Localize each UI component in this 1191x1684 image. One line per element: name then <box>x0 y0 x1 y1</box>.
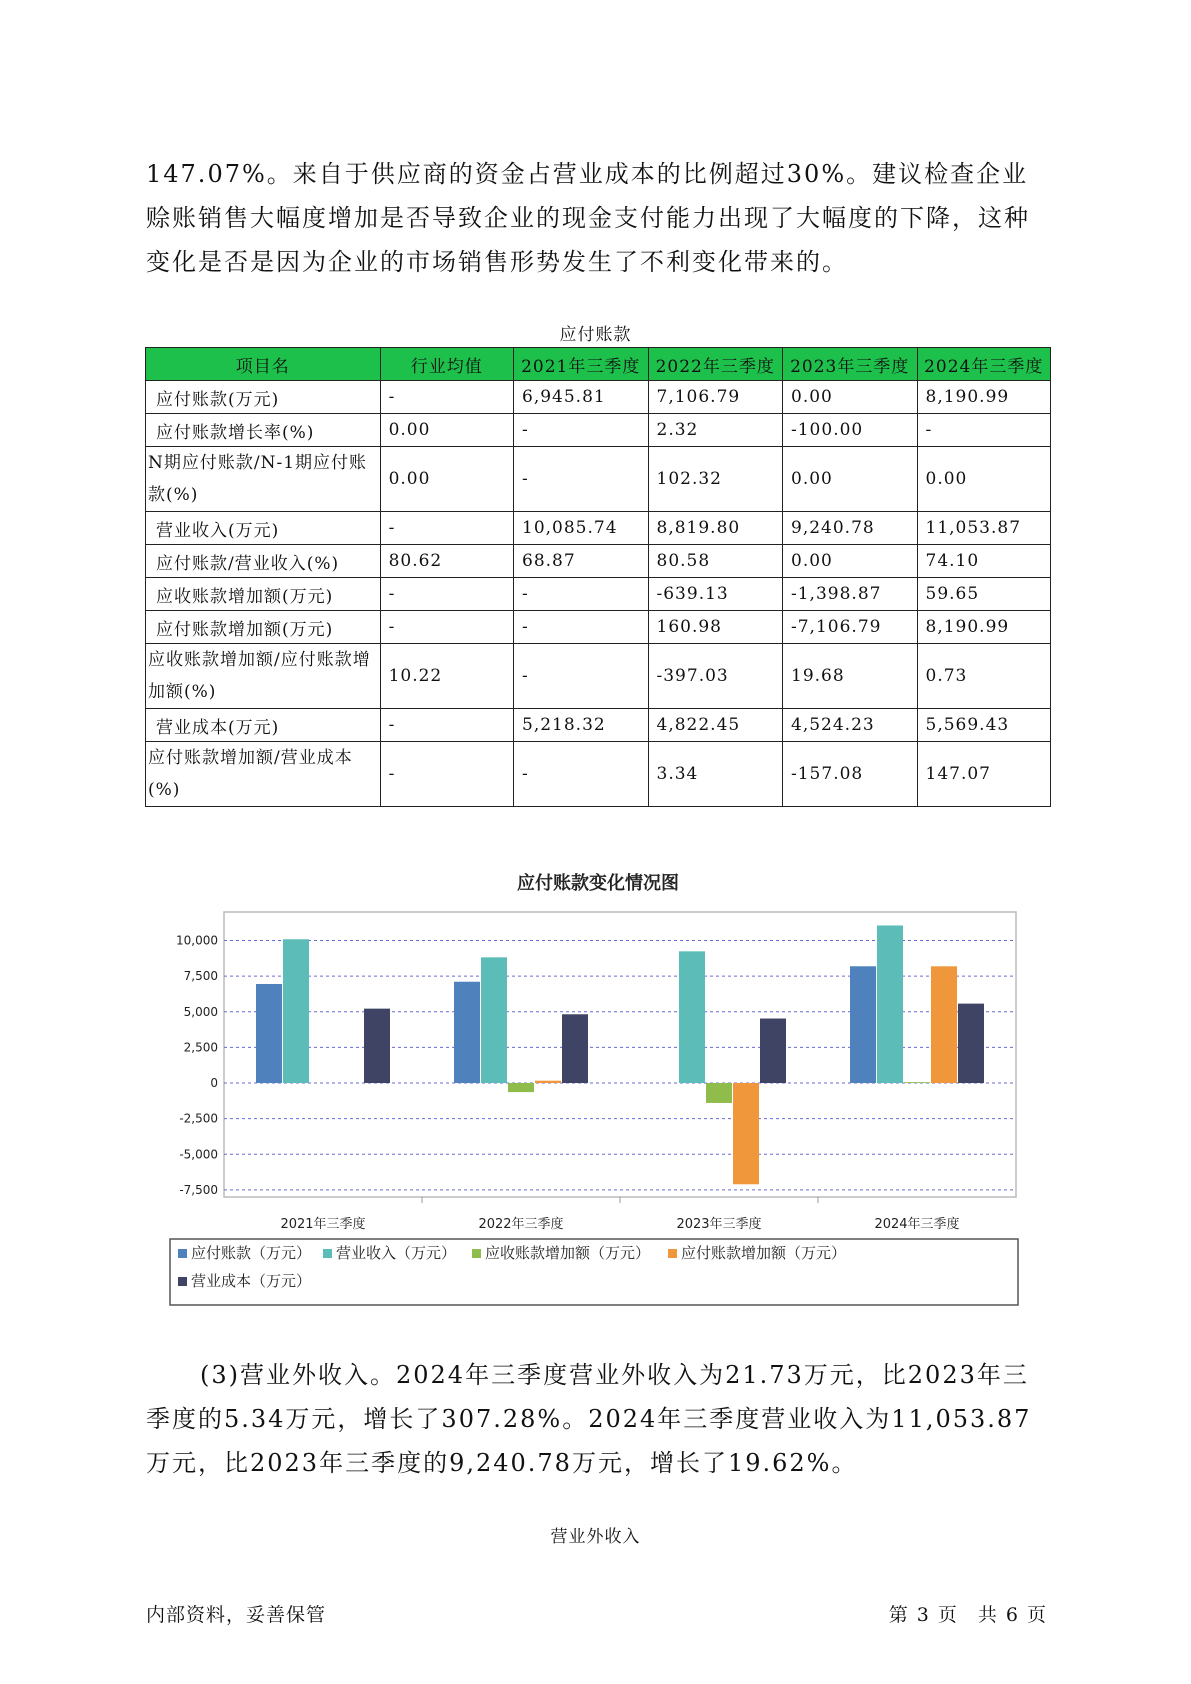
table-cell: 0.00 <box>380 447 513 512</box>
y-tick-label: -5,000 <box>179 1147 218 1162</box>
bar <box>256 984 282 1083</box>
bar <box>877 925 903 1083</box>
bar <box>958 1004 984 1083</box>
bar <box>454 982 480 1083</box>
y-tick-label: 7,500 <box>183 969 218 984</box>
table-cell: 0.00 <box>783 381 918 414</box>
table-cell: 5,569.43 <box>917 709 1051 742</box>
table-cell: 应收账款增加额(万元) <box>146 578 381 611</box>
table-row <box>146 414 1051 447</box>
table-cell: - <box>380 611 513 644</box>
body-paragraph-2: (3)营业外收入。2024年三季度营业外收入为21.73万元，比2023年三季度的5.34万元，增长了307.28%。2024年三季度营业收入为11,053.87万元，比2023年三季度的9,240.78万元，增长了19.62%。 <box>146 1361 1032 1477</box>
table-cell: - <box>514 644 649 709</box>
legend-label: 应收账款增加额（万元） <box>485 1244 651 1262</box>
table-cell: - <box>380 709 513 742</box>
y-tick-label: 2,500 <box>183 1040 218 1055</box>
table-cell: -157.08 <box>783 742 918 807</box>
bar <box>508 1083 534 1092</box>
table-cell: 8,819.80 <box>648 512 783 545</box>
table-cell: 营业收入(万元) <box>146 512 381 545</box>
bar <box>364 1009 390 1083</box>
table-cell: 74.10 <box>917 545 1051 578</box>
table-cell: 11,053.87 <box>917 512 1051 545</box>
table-cell: 68.87 <box>514 545 649 578</box>
bar <box>535 1081 561 1083</box>
footer-page-number <box>885 1600 1051 1627</box>
bar <box>760 1019 786 1083</box>
table-cell: 59.65 <box>917 578 1051 611</box>
legend-label: 应付账款（万元） <box>191 1244 312 1262</box>
legend-label: 应付账款增加额（万元） <box>681 1244 847 1262</box>
accounts-payable-table <box>145 347 1051 807</box>
table-cell: - <box>514 578 649 611</box>
legend-label: 营业收入（万元） <box>336 1244 457 1262</box>
table-cell: 应付账款/营业收入(%) <box>146 545 381 578</box>
bar <box>481 957 507 1083</box>
table-cell: 应付账款增加额/营业成本(%) <box>146 742 381 807</box>
table-cell: 2.32 <box>648 414 783 447</box>
table-cell: 应付账款增加额(万元) <box>146 611 381 644</box>
table-cell: -100.00 <box>783 414 918 447</box>
chart-title: 应付账款变化情况图 <box>517 873 679 894</box>
bars <box>256 925 984 1184</box>
table-caption: 应付账款 <box>559 325 632 345</box>
table-cell: 0.00 <box>917 447 1051 512</box>
bar <box>706 1083 732 1103</box>
table-row <box>146 742 1051 807</box>
table-cell: 应付账款(万元) <box>146 381 381 414</box>
table-header-cell: 2022年三季度 <box>648 348 783 381</box>
legend-swatch <box>178 1277 187 1286</box>
table-cell: - <box>917 414 1051 447</box>
table-row <box>146 381 1051 414</box>
legend-swatch <box>668 1249 677 1258</box>
table-cell: - <box>380 742 513 807</box>
x-tick-label: 2021年三季度 <box>280 1217 366 1232</box>
accounts-payable-chart <box>160 860 1030 1320</box>
table-cell: 9,240.78 <box>783 512 918 545</box>
table-row <box>146 512 1051 545</box>
section-caption: 营业外收入 <box>550 1527 641 1547</box>
table-cell: 3.34 <box>648 742 783 807</box>
footer-confidential-note: 内部资料，妥善保管 <box>146 1604 327 1626</box>
table-row <box>146 447 1051 512</box>
bar <box>562 1014 588 1083</box>
bar <box>733 1083 759 1184</box>
table-cell: - <box>380 512 513 545</box>
y-tick-label: -2,500 <box>179 1111 218 1126</box>
legend-label: 营业成本（万元） <box>191 1272 312 1290</box>
table-cell: - <box>514 742 649 807</box>
table-cell: 102.32 <box>648 447 783 512</box>
table-cell: 8,190.99 <box>917 381 1051 414</box>
legend-swatch <box>472 1249 481 1258</box>
x-axis-ticks <box>280 1197 959 1232</box>
table-cell: 4,822.45 <box>648 709 783 742</box>
table-cell: -397.03 <box>648 644 783 709</box>
table-row <box>146 709 1051 742</box>
body-paragraph-1: 147.07%。来自于供应商的资金占营业成本的比例超过30%。建议检查企业赊账销售大幅度增加是否导致企业的现金支付能力出现了大幅度的下降，这种变化是否是因为企业的市场销售形势发生了不利变化带来的。 <box>146 160 1030 276</box>
table-cell: 19.68 <box>783 644 918 709</box>
table-cell: - <box>380 578 513 611</box>
bar <box>283 939 309 1083</box>
table-cell: 10,085.74 <box>514 512 649 545</box>
x-tick-label: 2024年三季度 <box>874 1217 960 1232</box>
table-cell: N期应付账款/N-1期应付账款(%) <box>146 447 381 512</box>
table-cell: 4,524.23 <box>783 709 918 742</box>
x-tick-label: 2023年三季度 <box>676 1217 762 1232</box>
y-axis-ticks <box>176 934 218 1197</box>
table-cell: 0.00 <box>783 545 918 578</box>
table-row <box>146 545 1051 578</box>
y-tick-label: -7,500 <box>179 1182 218 1197</box>
y-tick-label: 10,000 <box>176 933 218 948</box>
table-header-cell: 项目名 <box>146 348 381 381</box>
table-row <box>146 578 1051 611</box>
table-cell: 营业成本(万元) <box>146 709 381 742</box>
legend-swatch <box>178 1249 187 1258</box>
table-header-cell: 2021年三季度 <box>514 348 649 381</box>
table-cell: - <box>514 447 649 512</box>
y-tick-label: 0 <box>210 1076 218 1090</box>
bar <box>679 951 705 1083</box>
page-total: 6 <box>1005 1604 1019 1626</box>
table-header-row <box>146 348 1051 381</box>
table-cell: 0.00 <box>380 414 513 447</box>
table-header-cell: 2023年三季度 <box>783 348 918 381</box>
table-cell: 0.73 <box>917 644 1051 709</box>
table-cell: 80.62 <box>380 545 513 578</box>
legend-swatch <box>323 1249 332 1258</box>
table-header-cell: 行业均值 <box>380 348 513 381</box>
table-cell: 147.07 <box>917 742 1051 807</box>
table-cell: 6,945.81 <box>514 381 649 414</box>
table-cell: -1,398.87 <box>783 578 918 611</box>
table-cell: - <box>380 381 513 414</box>
table-cell: - <box>514 414 649 447</box>
chart-legend <box>178 1244 846 1290</box>
page-prefix: 第 <box>888 1604 909 1626</box>
table-cell: -639.13 <box>648 578 783 611</box>
table-cell: 应付账款增长率(%) <box>146 414 381 447</box>
y-tick-label: 5,000 <box>183 1004 218 1019</box>
table-cell: 160.98 <box>648 611 783 644</box>
bar <box>904 1082 930 1083</box>
table-row <box>146 644 1051 709</box>
table-row <box>146 611 1051 644</box>
table-cell: 5,218.32 <box>514 709 649 742</box>
table-cell: 8,190.99 <box>917 611 1051 644</box>
table-cell: 7,106.79 <box>648 381 783 414</box>
bar <box>931 966 957 1083</box>
page-current: 3 <box>916 1604 930 1626</box>
page-suffix: 页 <box>1026 1604 1047 1626</box>
page-mid: 页 共 <box>937 1604 998 1626</box>
table-cell: -7,106.79 <box>783 611 918 644</box>
table-cell: 80.58 <box>648 545 783 578</box>
bar <box>850 966 876 1083</box>
table-header-cell: 2024年三季度 <box>917 348 1051 381</box>
table-cell: 应收账款增加额/应付账款增加额(%) <box>146 644 381 709</box>
table-cell: 0.00 <box>783 447 918 512</box>
table-cell: - <box>514 611 649 644</box>
table-cell: 10.22 <box>380 644 513 709</box>
x-tick-label: 2022年三季度 <box>478 1217 564 1232</box>
